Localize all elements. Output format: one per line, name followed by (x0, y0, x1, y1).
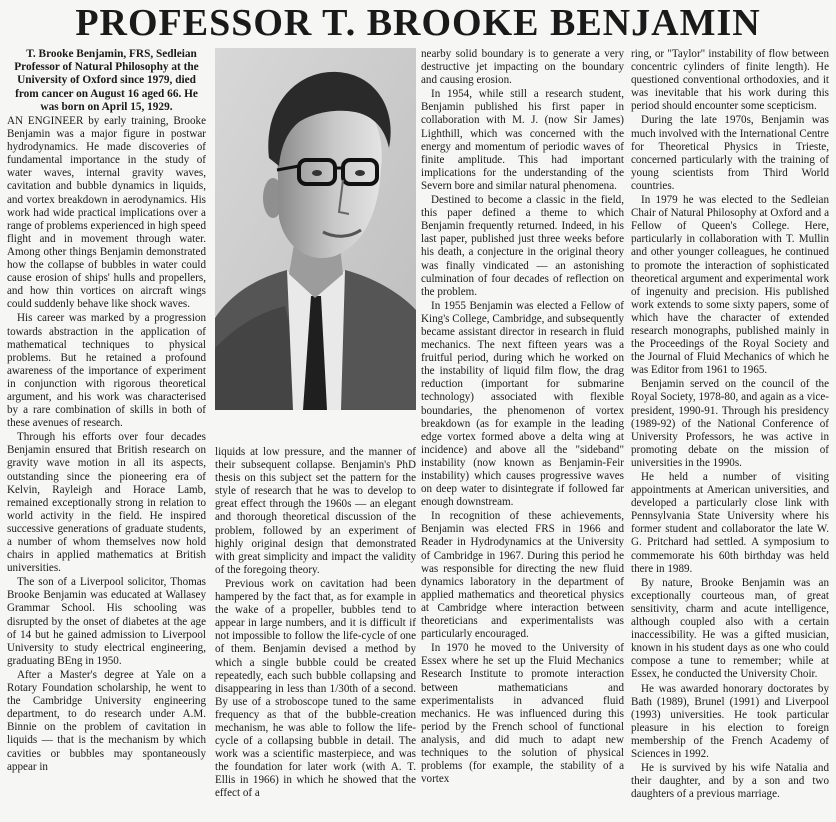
col4-paragraph-8: He is survived by his wife Natalia and their daughter, and by a son and two daughters of a previous marriage. (631, 762, 829, 801)
headline: PROFESSOR T. BROOKE BENJAMIN (75, 2, 761, 44)
column-4 (631, 48, 829, 802)
col4-paragraph-2: During the late 1970s, Benjamin was much involved with the International Centre for Theoretical Physics in Trieste, concerned particularly with the training of young scientists from Third World countries. (631, 114, 829, 192)
col3-paragraph-1: nearby solid boundary is to generate a very destructive jet impacting on the boundary and causing erosion. (421, 48, 624, 87)
col1-paragraph-3: Through his efforts over four decades Benjamin ensured that British research on gravity wave motion in all its aspects, outstanding since the pioneering era of Kelvin, Rayleigh and Horace Lamb, remained exceptionally strong in relation to world activity in the field. He inspired successive generations of graduate students, a number of whom themselves now hold chairs in applied mathematics at British universities. (7, 431, 206, 575)
col3-paragraph-6: In 1970 he moved to the University of Essex where he set up the Fluid Mechanics Research Institute to promote interaction between mathematicians and experimentalists in advanced fluid mechanics. He was influenced during this period by the French school of functional analysis, and did much to adapt new techniques to the solution of physical problems (for example, the stability of a vortex (421, 642, 624, 786)
column-1 (7, 48, 206, 775)
col4-paragraph-7: He was awarded honorary doctorates by Bath (1989), Brunel (1991) and Liverpool (1993) universities. He took particular pleasure in his election to foreign membership of the French Academy of Sciences in 1992. (631, 682, 829, 760)
col3-paragraph-3: Destined to become a classic in the field, this paper defined a theme to which Benjamin frequently returned. Indeed, in his last paper, published just three weeks before his death, a conjecture in the original theory was finally vindicated — an astonishing culmination of four decades of reflection on the problem. (421, 194, 624, 298)
col1-paragraph-5: After a Master's degree at Yale on a Rotary Foundation scholarship, he went to the Cambridge University engineering department, to do research under A.M. Binnie on the problem of cavitation in liquids — that is the mechanism by which cavities or bubbles may spontaneously appear in (7, 668, 206, 773)
col4-paragraph-4: Benjamin served on the council of the Royal Society, 1978-80, and again as a vice-president, 1990-91. Through his presidency (1989-92) of the National Conference of University Professors, he was active in promoting debate on the mission of universities in the 1990s. (631, 378, 829, 469)
col3-paragraph-5: In recognition of these achievements, Benjamin was elected FRS in 1966 and Reader in Hydrodynamics at the University of Cambridge in 1967. During this period he was responsible for directing the new fluid dynamics laboratory in the department of applied mathematics and theoretical physics at Cambridge where interaction between theoreticians and experimentalists was particularly encouraged. (421, 510, 624, 641)
col3-paragraph-2: In 1954, while still a research student, Benjamin published his first paper in collaboration with M. J. (now Sir James) Lighthill, which was concerned with the energy and momentum of periodic waves of finite amplitude. This had important implications for the understanding of the Severn bore and similar natural phenomena. (421, 88, 624, 192)
col2-paragraph-2: Previous work on cavitation had been hampered by the fact that, as for example in the wake of a propeller, bubbles tend to appear in large numbers, and it is difficult if not impossible to follow the life-cycle of one of them. Benjamin devised a method by which a single bubble could be created repeatedly, each such bubble collapsing and disappearing in less than 1/30th of a second. By use of a stroboscope tuned to the same frequency as that of the bubble-creation mechanism, he was able to follow the life-cycle of a collapsing bubble in detail. The work was a scientific masterpiece, and was the foundation for later work (with A. T. Ellis in 1966) in which he showed that the effect of a (215, 577, 416, 800)
column-2-text (215, 446, 416, 802)
col2-paragraph-1: liquids at low pressure, and the manner of their subsequent collapse. Benjamin's PhD thesis on this subject set the pattern for the style of research that he was to develop to great effect through the 1960s — an elegant and thorough theoretical discussion of the problem, followed by an experiment of highly original design that demonstrated with great simplicity and impact the validity of the foregoing theory. (215, 446, 416, 576)
col1-paragraph-4: The son of a Liverpool solicitor, Thomas Brooke Benjamin was educated at Wallasey Grammar School. His schooling was disrupted by the onset of diabetes at the age of 14 but he gained admission to Liverpool University to study electrical engineering, graduating BEng in 1950. (7, 576, 206, 667)
col1-paragraph-1: AN ENGINEER by early training, Brooke Benjamin was a major figure in postwar hydrodynamics. He made discoveries of fundamental importance in the study of water waves, internal gravity waves, cavitation and bubble dynamics in liquids, and vortex breakdown in aerodynamics. His work had wide practical implications over a range of problems experienced in high speed flight and in movement through water. Among other things Benjamin demonstrated how the collapse of bubbles in water could cause erosion of ships' hulls and propellers, and how thin vortices on aircraft wings could suddenly behave like shock waves. (7, 115, 206, 311)
col4-paragraph-3: In 1979 he was elected to the Sedleian Chair of Natural Philosophy at Oxford and a Fellow of Queen's College. Here, particularly in collaboration with T. Mullin and other younger colleagues, he continued to promote the interaction of sophisticated theoretical argument and experimental work of ingenuity and precision. His published work extends to some sixty papers, some of which have the character of extended research monographs, published mainly in the Proceedings of the Royal Society and the Journal of Fluid Mechanics of which he was Editor from 1961 to 1965. (631, 194, 829, 377)
col4-paragraph-1: ring, or "Taylor" instability of flow between concentric cylinders of finite length). He questioned conventional orthodoxies, and it was inevitable that his work during this period should encounter some scepticism. (631, 48, 829, 113)
col1-paragraph-2: His career was marked by a progression towards abstraction in the application of mathematical techniques to physical problems. But he retained a profound awareness of the importance of experiment in conjunction with rigorous theoretical argument, and his work was characterised by a rare combination of skills in both of these avenues of research. (7, 312, 206, 430)
col3-paragraph-4: In 1955 Benjamin was elected a Fellow of King's College, Cambridge, and subsequently became assistant director in research in fluid mechanics. The next fifteen years was a fruitful period, during which he worked on the instability of liquid film flow, the drag reduction (important for submarine technology) associated with flexible boundaries, the phenomenon of vortex breakdown (as for example in the leading edge vortex formed above a delta wing at incidence) and above all the "sideband" instability (now known as Benjamin-Feir instability) which causes progressive waves on deep water to disintegrate if followed far enough downstream. (421, 299, 624, 509)
portrait-photo (215, 48, 416, 410)
column-3 (421, 48, 624, 787)
intro-paragraph: T. Brooke Benjamin, FRS, Sedleian Professor of Natural Philosophy at the University of Oxford since 1979, died from cancer on August 16 aged 66. He was born on April 15, 1929. (14, 48, 199, 113)
col4-paragraph-6: By nature, Brooke Benjamin was an exceptionally courteous man, of great sensitivity, charm and acute intelligence, although coupled also with a certain inaccessibility. He was a gifted musician, known in his student days as one who could compose a tune to remember; while at Essex, he conducted the University Choir. (631, 576, 829, 681)
col4-paragraph-5: He held a number of visiting appointments at American universities, and developed a particularly close link with Pennsylvania State University where his former student and collaborator the late W. G. Pritchard had settled. A symposium to commemorate his 60th birthday was held there in 1989. (631, 471, 829, 575)
